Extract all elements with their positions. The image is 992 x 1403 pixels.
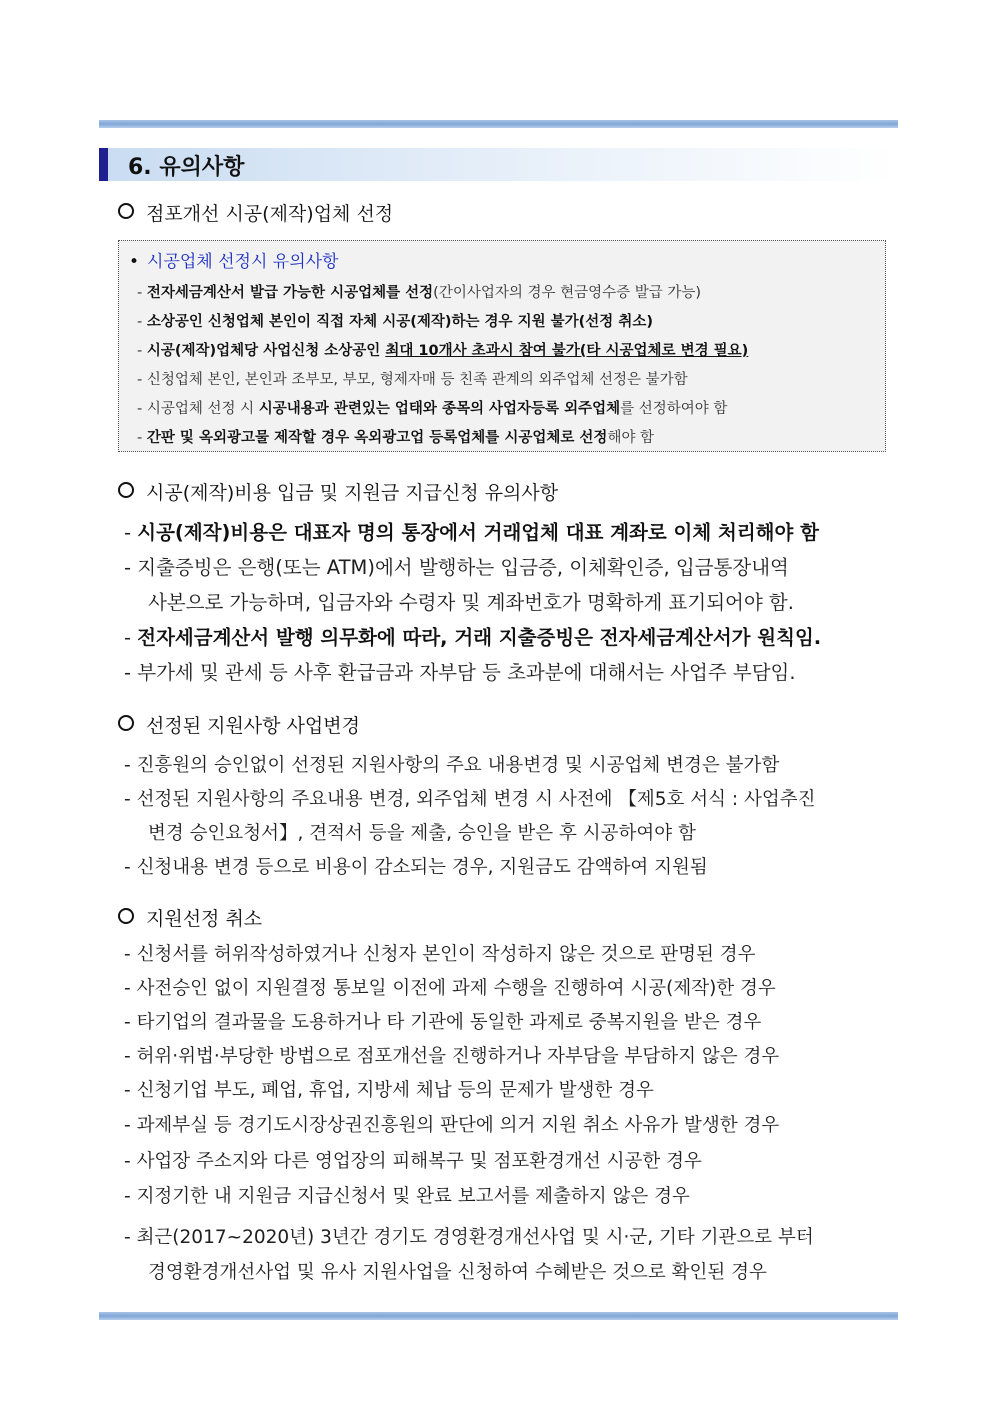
notice-line-5: - 시공업체 선정 시 시공내용과 관련있는 업태와 종목의 사업자등록 외주업체를 선정하여야 함 bbox=[137, 401, 728, 417]
notice-line-2: - 소상공인 신청업체 본인이 직접 자체 시공(제작)하는 경우 지원 불가(선정 취소) bbox=[137, 314, 653, 330]
change-item-2: - 선정된 지원사항의 주요내용 변경, 외주업체 변경 시 사전에 【제5호 서식 : 사업추진 bbox=[124, 789, 816, 810]
circle-bullet-icon bbox=[118, 482, 134, 498]
circle-bullet-icon bbox=[118, 203, 134, 219]
cancel-item: - 과제부실 등 경기도시장상권진흥원의 판단에 의거 지원 취소 사유가 발생한 경우 bbox=[124, 1115, 780, 1136]
change-item-2-cont: 변경 승인요청서】, 견적서 등을 제출, 승인을 받은 후 시공하여야 함 bbox=[148, 823, 696, 844]
heading-cancellation: 지원선정 취소 bbox=[118, 904, 262, 931]
cancel-item: - 신청서를 허위작성하였거나 신청자 본인이 작성하지 않은 것으로 판명된 경우 bbox=[124, 944, 756, 965]
top-rule bbox=[99, 120, 898, 128]
cancel-item: - 타기업의 결과물을 도용하거나 타 기관에 동일한 과제로 중복지원을 받은 경우 bbox=[124, 1012, 762, 1033]
cancel-item-last: - 최근(2017~2020년) 3년간 경기도 경영환경개선사업 및 시·군, 기타 기관으로 부터 bbox=[124, 1227, 814, 1248]
payment-item-2-cont: 사본으로 가능하며, 입금자와 수령자 및 계좌번호가 명확하게 표기되어야 함. bbox=[148, 591, 794, 614]
section-header-bar bbox=[99, 148, 108, 181]
payment-item-2: - 지출증빙은 은행(또는 ATM)에서 발행하는 입금증, 이체확인증, 입금통장내역 bbox=[124, 556, 789, 579]
cancel-item: - 사전승인 없이 지원결정 통보일 이전에 과제 수행을 진행하여 시공(제작)한 경우 bbox=[124, 978, 776, 999]
section-header bbox=[99, 148, 898, 181]
bullet-dot-icon: • bbox=[129, 252, 140, 272]
bottom-rule bbox=[99, 1312, 898, 1320]
notice-box bbox=[118, 240, 886, 452]
change-item-3: - 신청내용 변경 등으로 비용이 감소되는 경우, 지원금도 감액하여 지원됨 bbox=[124, 857, 708, 878]
cancel-item: - 허위·위법·부당한 방법으로 점포개선을 진행하거나 자부담을 부담하지 않은 경우 bbox=[124, 1046, 780, 1067]
cancel-item: - 사업장 주소지와 다른 영업장의 피해복구 및 점포환경개선 시공한 경우 bbox=[124, 1151, 702, 1172]
notice-line-1: - 전자세금계산서 발급 가능한 시공업체를 선정(간이사업자의 경우 현금영수증 발급 가능) bbox=[137, 285, 702, 301]
cancel-item-last-cont: 경영환경개선사업 및 유사 지원사업을 신청하여 수혜받은 것으로 확인된 경우 bbox=[148, 1262, 767, 1283]
circle-bullet-icon bbox=[118, 908, 134, 924]
payment-item-3: - 전자세금계산서 발행 의무화에 따라, 거래 지출증빙은 전자세금계산서가 원칙임. bbox=[124, 626, 822, 649]
cancel-item: - 신청기업 부도, 폐업, 휴업, 지방세 체납 등의 문제가 발생한 경우 bbox=[124, 1080, 654, 1101]
heading-payment-notice: 시공(제작)비용 입금 및 지원금 지급신청 유의사항 bbox=[118, 478, 558, 505]
heading-contractor-selection: 점포개선 시공(제작)업체 선정 bbox=[118, 199, 393, 226]
payment-item-4: - 부가세 및 관세 등 사후 환급금과 자부담 등 초과분에 대해서는 사업주 부담임. bbox=[124, 661, 796, 684]
notice-line-6: - 간판 및 옥외광고물 제작할 경우 옥외광고업 등록업체를 시공업체로 선정해야 함 bbox=[137, 430, 655, 446]
heading-business-change: 선정된 지원사항 사업변경 bbox=[118, 711, 360, 738]
notice-line-3: - 시공(제작)업체당 사업신청 소상공인 최대 10개사 초과시 참여 불가(타 시공업체로 변경 필요) bbox=[137, 343, 749, 359]
change-item-1: - 진흥원의 승인없이 선정된 지원사항의 주요 내용변경 및 시공업체 변경은 불가함 bbox=[124, 755, 780, 776]
cancel-item: - 지정기한 내 지원금 지급신청서 및 완료 보고서를 제출하지 않은 경우 bbox=[124, 1186, 690, 1207]
notice-line-4: - 신청업체 본인, 본인과 조부모, 부모, 형제자매 등 친족 관계의 외주업체 선정은 불가함 bbox=[137, 372, 688, 388]
payment-item-1: - 시공(제작)비용은 대표자 명의 통장에서 거래업체 대표 계좌로 이체 처리해야 함 bbox=[124, 521, 819, 544]
notice-box-title: • 시공업체 선정시 유의사항 bbox=[129, 252, 339, 272]
circle-bullet-icon bbox=[118, 715, 134, 731]
section-title: 6. 유의사항 bbox=[128, 155, 245, 180]
